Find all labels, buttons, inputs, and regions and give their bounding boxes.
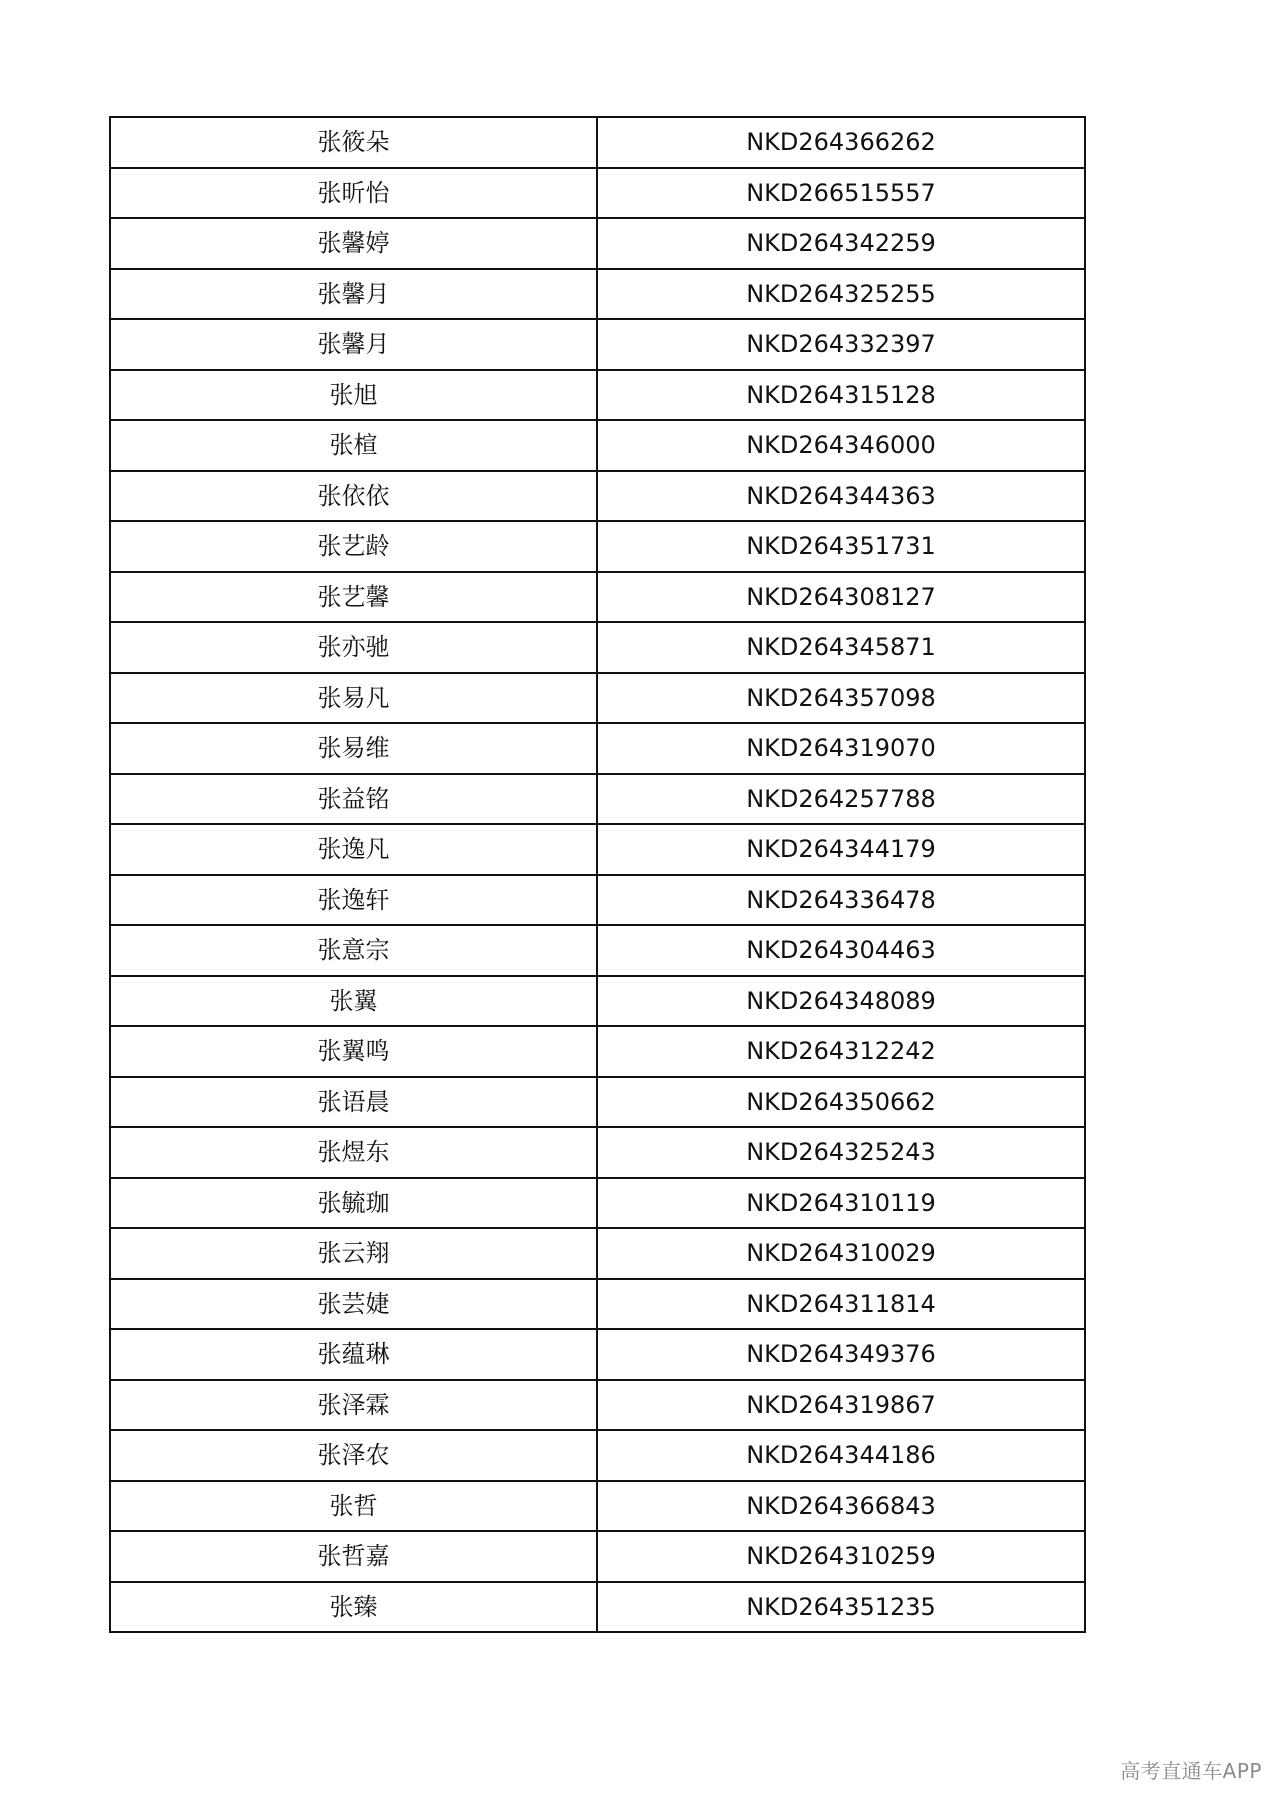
id-cell: NKD264357098 xyxy=(597,673,1085,724)
name-cell: 张云翔 xyxy=(110,1228,597,1279)
table-row xyxy=(110,168,1085,219)
roster-table xyxy=(109,116,1086,1633)
id-cell: NKD264366262 xyxy=(597,117,1085,168)
table-row xyxy=(110,723,1085,774)
name-cell: 张筱朵 xyxy=(110,117,597,168)
table-row xyxy=(110,1178,1085,1229)
name-cell: 张艺馨 xyxy=(110,572,597,623)
table-row xyxy=(110,1481,1085,1532)
table-row xyxy=(110,824,1085,875)
name-cell: 张臻 xyxy=(110,1582,597,1633)
table-row xyxy=(110,319,1085,370)
table-row xyxy=(110,420,1085,471)
id-cell: NKD264319867 xyxy=(597,1380,1085,1431)
table-row xyxy=(110,572,1085,623)
table-row xyxy=(110,673,1085,724)
table-row xyxy=(110,1026,1085,1077)
name-cell: 张亦驰 xyxy=(110,622,597,673)
name-cell: 张芸婕 xyxy=(110,1279,597,1330)
id-cell: NKD264308127 xyxy=(597,572,1085,623)
table-row xyxy=(110,875,1085,926)
table-row xyxy=(110,1380,1085,1431)
id-cell: NKD264351235 xyxy=(597,1582,1085,1633)
table-row xyxy=(110,1329,1085,1380)
name-cell: 张馨婷 xyxy=(110,218,597,269)
table-row xyxy=(110,269,1085,320)
id-cell: NKD264342259 xyxy=(597,218,1085,269)
name-cell: 张逸轩 xyxy=(110,875,597,926)
id-cell: NKD264257788 xyxy=(597,774,1085,825)
name-cell: 张易凡 xyxy=(110,673,597,724)
name-cell: 张翼 xyxy=(110,976,597,1027)
table-row xyxy=(110,622,1085,673)
table-row xyxy=(110,1279,1085,1330)
name-cell: 张毓珈 xyxy=(110,1178,597,1229)
name-cell: 张语晨 xyxy=(110,1077,597,1128)
id-cell: NKD264310259 xyxy=(597,1531,1085,1582)
id-cell: NKD264344179 xyxy=(597,824,1085,875)
name-cell: 张蕴琳 xyxy=(110,1329,597,1380)
id-cell: NKD264312242 xyxy=(597,1026,1085,1077)
table-row xyxy=(110,1228,1085,1279)
name-cell: 张益铭 xyxy=(110,774,597,825)
table-row xyxy=(110,925,1085,976)
table-row xyxy=(110,1077,1085,1128)
name-cell: 张馨月 xyxy=(110,319,597,370)
table-row xyxy=(110,1531,1085,1582)
roster-sheet xyxy=(109,116,1084,1633)
table-row xyxy=(110,976,1085,1027)
name-cell: 张意宗 xyxy=(110,925,597,976)
id-cell: NKD264325255 xyxy=(597,269,1085,320)
name-cell: 张昕怡 xyxy=(110,168,597,219)
id-cell: NKD264310119 xyxy=(597,1178,1085,1229)
table-row xyxy=(110,774,1085,825)
table-row xyxy=(110,1127,1085,1178)
id-cell: NKD264351731 xyxy=(597,521,1085,572)
id-cell: NKD264349376 xyxy=(597,1329,1085,1380)
id-cell: NKD264311814 xyxy=(597,1279,1085,1330)
name-cell: 张易维 xyxy=(110,723,597,774)
id-cell: NKD264315128 xyxy=(597,370,1085,421)
name-cell: 张馨月 xyxy=(110,269,597,320)
id-cell: NKD264366843 xyxy=(597,1481,1085,1532)
name-cell: 张依依 xyxy=(110,471,597,522)
id-cell: NKD266515557 xyxy=(597,168,1085,219)
name-cell: 张哲嘉 xyxy=(110,1531,597,1582)
id-cell: NKD264304463 xyxy=(597,925,1085,976)
name-cell: 张泽农 xyxy=(110,1430,597,1481)
id-cell: NKD264348089 xyxy=(597,976,1085,1027)
name-cell: 张哲 xyxy=(110,1481,597,1532)
table-row xyxy=(110,117,1085,168)
name-cell: 张泽霖 xyxy=(110,1380,597,1431)
table-row xyxy=(110,218,1085,269)
table-row xyxy=(110,370,1085,421)
table-row xyxy=(110,471,1085,522)
name-cell: 张煜东 xyxy=(110,1127,597,1178)
id-cell: NKD264332397 xyxy=(597,319,1085,370)
id-cell: NKD264336478 xyxy=(597,875,1085,926)
id-cell: NKD264346000 xyxy=(597,420,1085,471)
table-row xyxy=(110,1430,1085,1481)
table-row xyxy=(110,1582,1085,1633)
table-row xyxy=(110,521,1085,572)
name-cell: 张逸凡 xyxy=(110,824,597,875)
watermark-text: 高考直通车APP xyxy=(1120,1759,1262,1783)
id-cell: NKD264345871 xyxy=(597,622,1085,673)
id-cell: NKD264344186 xyxy=(597,1430,1085,1481)
name-cell: 张翼鸣 xyxy=(110,1026,597,1077)
id-cell: NKD264319070 xyxy=(597,723,1085,774)
id-cell: NKD264344363 xyxy=(597,471,1085,522)
name-cell: 张艺龄 xyxy=(110,521,597,572)
id-cell: NKD264325243 xyxy=(597,1127,1085,1178)
name-cell: 张旭 xyxy=(110,370,597,421)
id-cell: NKD264350662 xyxy=(597,1077,1085,1128)
name-cell: 张楦 xyxy=(110,420,597,471)
id-cell: NKD264310029 xyxy=(597,1228,1085,1279)
